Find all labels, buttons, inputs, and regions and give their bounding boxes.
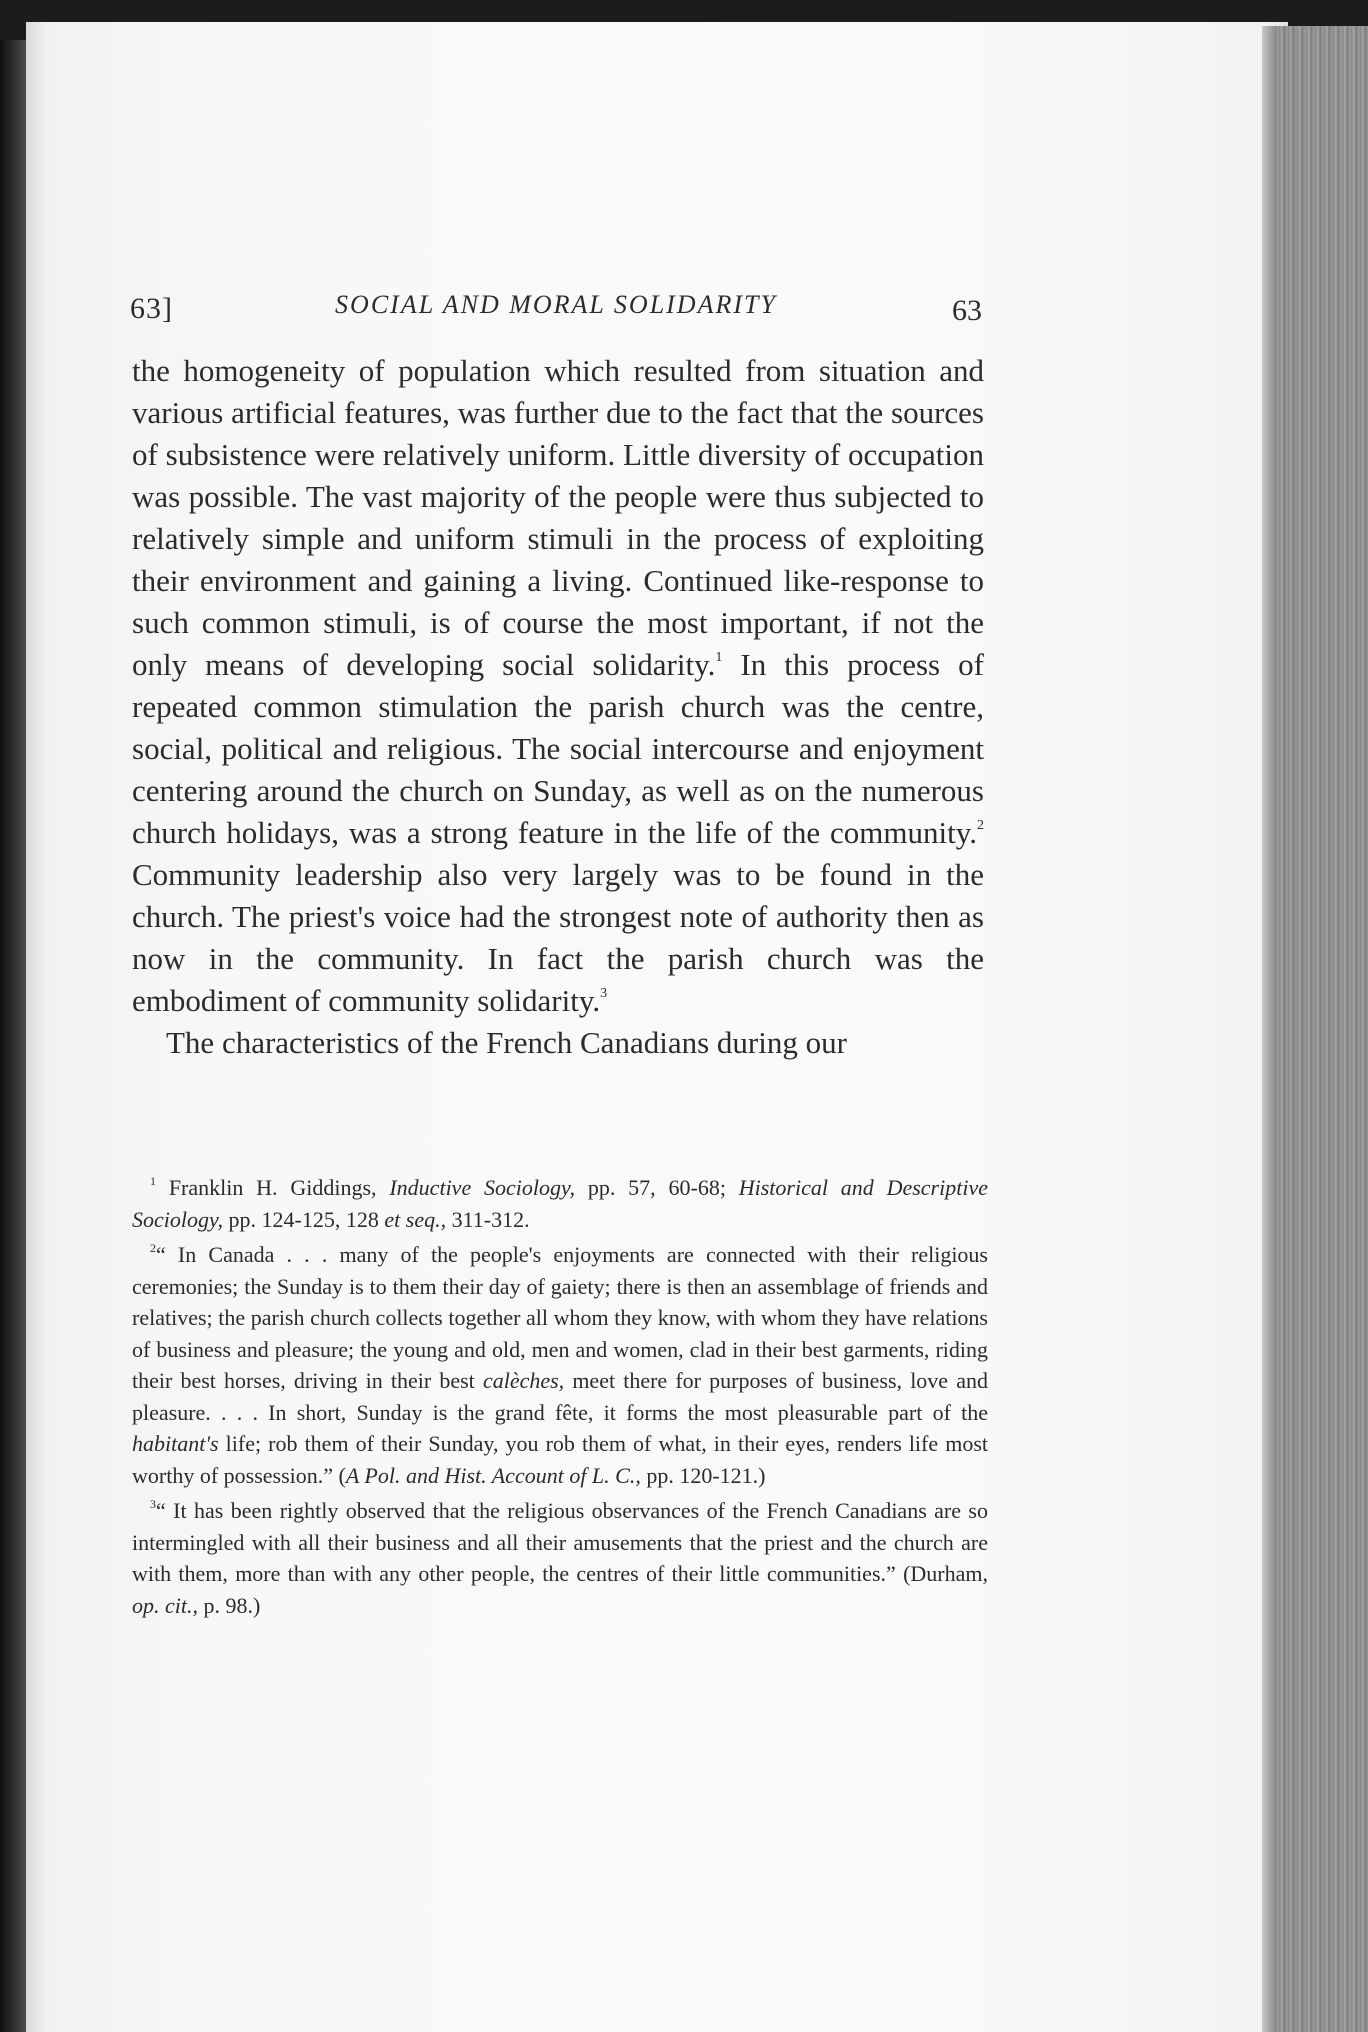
footnote-ref-3: 3: [600, 986, 608, 1001]
running-head: [130, 284, 982, 334]
paragraph-1-part-c: Community leadership also very largely was to be found in the church. The priest's voice had the strongest note of authority then as now in the community. In fact the parish church was the embodiment of community solidarity.: [132, 857, 984, 1018]
footnote-1-mark: 1: [150, 1174, 156, 1188]
footnote-ref-2: 2: [977, 818, 984, 833]
footnote-3-mark: 3: [150, 1497, 156, 1511]
footnote-1-italic-2: Historical and Descriptive Sociology,: [132, 1175, 988, 1232]
footnote-3-text-2: p. 98.): [198, 1592, 261, 1618]
footnote-3: [132, 1495, 988, 1621]
page-stack-edge: [1262, 26, 1368, 2032]
footnote-3-text: “ It has been rightly observed that the religious observances of the French Canadians are so intermingled with all their business and all their amusements that the priest and the church are with them, more than with any other people, the centres of their little communities.” (Durham,: [132, 1498, 988, 1586]
footnote-1-italic-3: et seq.,: [384, 1206, 447, 1232]
footnote-ref-1: 1: [715, 650, 723, 665]
footnote-1-text-4: 311-312.: [446, 1206, 530, 1232]
page-number-right: 63: [952, 294, 982, 327]
footnote-2-italic-3: A Pol. and Hist. Account of L. C.,: [345, 1462, 641, 1488]
paragraph-2: The characteristics of the French Canadians during our: [166, 1025, 847, 1060]
main-text: [132, 350, 984, 1064]
footnote-2-italic-2: habitant's: [132, 1431, 219, 1456]
footnote-2-text-4: pp. 120-121.): [640, 1462, 766, 1488]
page-number-left: 63]: [130, 292, 173, 325]
footnote-2: [132, 1239, 988, 1491]
paragraph-1-part-b: In this process of repeated common stimulation the parish church was the centre, social, political and religious. The social intercourse and enjoyment centering around the church on Sunday, as well as on the numerous church holidays, was a strong feature in the life of the community.: [132, 647, 984, 850]
footnote-2-italic-1: calèches,: [482, 1368, 565, 1393]
footnote-2-text-3: life; rob them of their Sunday, you rob them of what, in their eyes, renders life most worthy of possession.” (: [132, 1431, 988, 1488]
footnote-2-text: “ In Canada . . . many of the people's enjoyments are connected with their religious ceremonies; the Sunday is to them their day of gaiety; there is then an assemblage of friends and relatives; the parish church collects together all whom they know, with whom they have relations of business and pleasure; the young and old, men and women, clad in their best garments, riding their best horses, driving in their best: [132, 1242, 988, 1393]
footnote-1: [132, 1172, 988, 1235]
paragraph-1: [132, 350, 984, 1022]
footnote-1-italic-1: Inductive Sociology,: [389, 1175, 576, 1200]
footnotes: [132, 1172, 988, 1625]
footnote-2-mark: 2: [150, 1241, 156, 1255]
footnote-1-text-2: pp. 57, 60-68;: [575, 1175, 739, 1200]
footnote-1-text: Franklin H. Giddings,: [168, 1175, 390, 1200]
running-title: SOCIAL AND MORAL SOLIDARITY: [335, 290, 777, 319]
footnote-2-text-2: meet there for purposes of business, love and pleasure. . . . In short, Sunday is the grand fête, it forms the most pleasurable part of the: [132, 1368, 988, 1425]
footnote-1-text-3: pp. 124-125, 128: [223, 1206, 385, 1232]
paragraph-1-part-a: the homogeneity of population which resulted from situation and various artificial features, was further due to the fact that the sources of subsistence were relatively uniform. Little diversity of occupation was possible. The vast majority of the people were thus subjected to relatively simple and uniform stimuli in the process of exploiting their environment and gaining a living. Continued like-response to such common stimuli, is of course the most important, if not the only means of developing social solidarity.: [132, 353, 984, 682]
footnote-3-italic-1: op. cit.,: [132, 1592, 198, 1618]
